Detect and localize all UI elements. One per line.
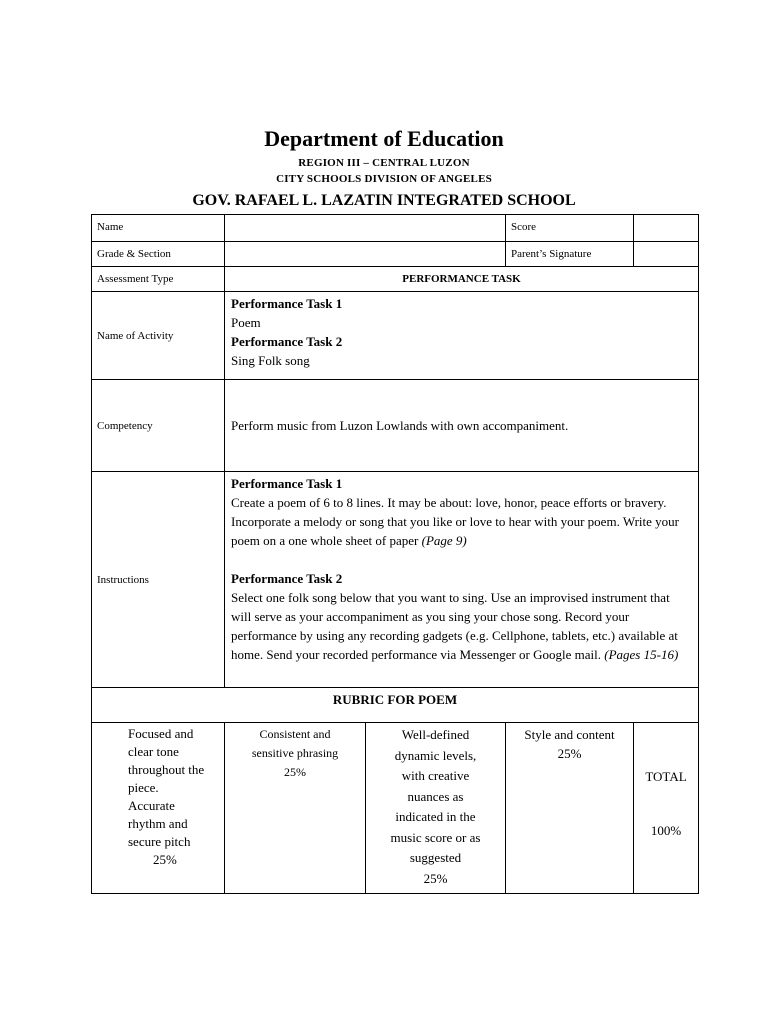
instructions-task1-text: Create a poem of 6 to 8 lines. It may be about: love, honor, peace efforts or bravery. Incorporate a melody or song that you like or love to hear with your poem. Write your poem on a one whole sheet of paper [231,495,679,548]
criterion-1-percent: 25% [153,852,177,867]
criterion-1-line: secure pitch [128,834,191,849]
criterion-2-line: sensitive phrasing [251,746,339,760]
assessment-type-label: Assessment Type [92,267,225,292]
activity-task2-value: Sing Folk song [231,353,310,368]
instructions-task2-title: Performance Task 2 [231,571,343,586]
criterion-3-line: with creative [401,768,470,783]
instructions-label: Instructions [92,472,225,688]
rubric-criterion-3 [366,723,506,894]
instructions-value [225,472,699,688]
rubric-criterion-4 [506,723,634,894]
criterion-3-line: music score or as [390,829,481,845]
assessment-type-row [92,267,699,292]
criterion-3-line: indicated in the [395,809,476,824]
grade-section-field[interactable] [225,242,506,267]
region-line: REGION III – CENTRAL LUZON [298,157,470,169]
criterion-3-line: dynamic levels, [394,747,477,763]
criterion-2-percent: 25% [284,765,306,779]
competency-text: Perform music from Luzon Lowlands with own accompaniment. [231,418,569,433]
rubric-criterion-2 [225,723,366,894]
division-line: CITY SCHOOLS DIVISION OF ANGELES [276,173,492,185]
activity-label: Name of Activity [92,292,225,380]
activity-task1-value: Poem [231,315,261,330]
criterion-3-line: suggested [409,850,462,865]
department-title: Department of Education [264,126,504,151]
instructions-row [92,472,699,688]
instructions-task2-ref: (Pages 15-16) [604,647,679,662]
criterion-1-line: clear tone [128,744,179,759]
criterion-3-line: Well-defined [401,727,470,742]
criterion-1-line: rhythm and [128,816,188,831]
rubric-criterion-1 [92,723,225,894]
rubric-title: RUBRIC FOR POEM [92,688,699,723]
criterion-3-line: nuances as [407,788,464,804]
criterion-1-line: throughout the [128,762,205,777]
activity-row [92,292,699,380]
grade-section-label: Grade & Section [92,242,225,267]
criterion-1-line: Accurate [128,798,175,813]
assessment-type-value: PERFORMANCE TASK [225,267,699,292]
instructions-task2-text: Select one folk song below that you want to sing. Use an improvised instrument that will serve as your accompaniment as you sing your chose song. Record your performance by using any recording gadgets (e.g. Cellphone, tablets, etc.) available at home. Send your recorded performance via Messenger or Google mail. [231,590,678,662]
activity-value [225,292,699,380]
criterion-4-line: Style and content [524,727,615,742]
name-row [92,215,699,242]
criterion-2-line: Consistent and [259,727,331,741]
rubric-title-row [92,688,699,723]
grade-row [92,242,699,267]
activity-task2-title: Performance Task 2 [231,334,343,349]
rubric-total [634,723,699,894]
activity-task1-title: Performance Task 1 [231,296,343,311]
school-name: GOV. RAFAEL L. LAZATIN INTEGRATED SCHOOL [192,192,576,209]
parents-signature-field[interactable] [634,242,699,267]
competency-label: Competency [92,380,225,472]
score-label: Score [506,215,634,242]
score-field[interactable] [634,215,699,242]
criterion-1-line: piece. [128,780,159,795]
total-label: TOTAL [645,769,687,784]
name-label: Name [92,215,225,242]
criterion-3-percent: 25% [423,870,448,886]
rubric-criteria-row [92,723,699,894]
instructions-task1-title: Performance Task 1 [231,476,343,491]
criterion-1-line: Focused and [128,726,194,741]
instructions-task1-ref: (Page 9) [421,533,467,548]
name-field[interactable] [225,215,506,242]
competency-row [92,380,699,472]
assessment-form-table [91,214,699,894]
competency-value [225,380,699,472]
criterion-4-percent: 25% [557,746,582,761]
total-percent: 100% [650,823,682,838]
parents-signature-label: Parent’s Signature [506,242,634,267]
